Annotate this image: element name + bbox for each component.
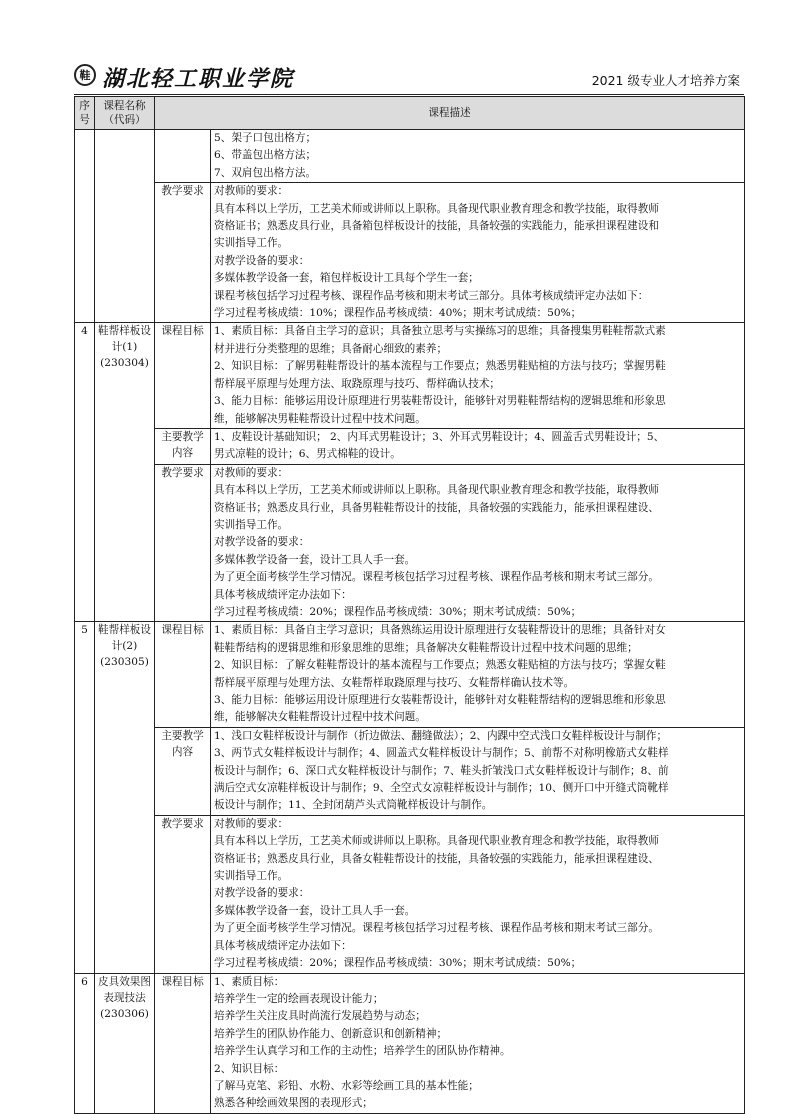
text-line: 对教学设备的要求： <box>214 536 310 549</box>
main-content-label: 主要教学内容 <box>155 428 211 464</box>
course5-content-text <box>211 727 745 815</box>
course3-content-text <box>211 130 745 183</box>
table-row <box>75 428 745 464</box>
text-line: 培养学生的团队协作能力、创新意识和创新精神； <box>214 1027 448 1040</box>
text-line: 对教师的要求： <box>214 817 289 830</box>
text-line: 多媒体教学设备一套，箱包样板设计工具每个学生一套； <box>214 272 479 285</box>
label-cell <box>155 130 211 183</box>
text-line: 具体考核成绩评定办法如下： <box>214 588 352 601</box>
teaching-requirement-label: 教学要求 <box>155 815 211 973</box>
table-row <box>75 130 745 183</box>
course-name-cell <box>95 323 155 622</box>
table-row <box>75 323 745 428</box>
text-line: 1、素质目标：具备自主学习的意识；具备独立思考与实操练习的思维；具备搜集男鞋鞋帮款式素 <box>214 325 666 338</box>
text-line: 帮样展平原理与处理方法、取跷原理与技巧、帮样确认技术； <box>214 377 501 390</box>
course-goal-label: 课程目标 <box>155 323 211 428</box>
college-logo-icon: 鞋 <box>74 64 96 86</box>
text-line: 1、素质目标：具备自主学习意识；具备熟练运用设计原理进行女装鞋帮设计的思维；具备针对女 <box>214 624 666 637</box>
text-line: 对教师的要求： <box>214 466 289 479</box>
table-row <box>75 973 745 1113</box>
table-row <box>75 464 745 622</box>
seq-cell <box>75 130 95 323</box>
text-line: 熟悉各种绘画效果图的表现形式； <box>214 1097 373 1110</box>
text-line: 培养学生一定的绘画表现设计能力； <box>214 992 384 1005</box>
text-line: 7、双肩包出格方法。 <box>214 166 317 179</box>
text-line: 1、皮鞋设计基础知识； 2、内耳式男鞋设计；3、外耳式男鞋设计；4、圆盖舌式男鞋设计；5、 <box>214 430 665 443</box>
course-code: (230304) <box>100 357 149 370</box>
main-content-label: 主要教学内容 <box>155 727 211 815</box>
text-line: 帮样展平原理与处理方法、女鞋帮样取跷原理与技巧、女鞋帮样确认技术等。 <box>214 676 575 689</box>
text-line: 多媒体教学设备一套，设计工具人手一套。 <box>214 553 416 566</box>
course3-requirement-text <box>211 183 745 323</box>
college-name-logo: 湖北轻工职业学院 <box>102 66 295 92</box>
text-line: 对教学设备的要求： <box>214 254 310 267</box>
text-line: 为了更全面考核学生学习情况。课程考核包括学习过程考核、课程作品考核和期末考试三部分。 <box>214 571 659 584</box>
seq-cell: 5 <box>75 622 95 973</box>
course-name: 鞋帮样板设计(2) <box>98 624 151 653</box>
course5-goal-text <box>211 622 745 727</box>
text-line: 资格证书；熟悉皮具行业，具备箱包样板设计的技能，具备较强的实践能力，能承担课程建设和 <box>214 220 659 233</box>
text-line: 学习过程考核成绩：20%；课程作品考核成绩：30%；期末考试成绩：50%； <box>214 957 582 970</box>
course-name: 皮具效果图表现技法 <box>98 975 151 1004</box>
text-line: 维，能够解决女鞋鞋帮设计过程中技术问题。 <box>214 711 426 724</box>
text-line: 2、知识目标： <box>214 1062 285 1075</box>
course6-goal-text <box>211 973 745 1113</box>
header-seq: 序号 <box>75 97 95 130</box>
page-header <box>74 60 744 95</box>
table-row <box>75 727 745 815</box>
text-line: 实训指导工作。 <box>214 870 289 883</box>
course5-requirement-text <box>211 815 745 973</box>
table-row <box>75 815 745 973</box>
teaching-requirement-label: 教学要求 <box>155 464 211 622</box>
text-line: 板设计与制作；11、全封闭葫芦头式筒靴样板设计与制作。 <box>214 799 493 812</box>
text-line: 材并进行分类整理的思维；具备耐心细致的素养； <box>214 342 448 355</box>
text-line: 维，能够解决男鞋鞋帮设计过程中技术问题。 <box>214 412 426 425</box>
text-line: 2、知识目标：了解女鞋鞋帮设计的基本流程与工作要点；熟悉女鞋贴楦的方法与技巧；掌握女鞋 <box>214 659 666 672</box>
text-line: 2、知识目标：了解男鞋鞋帮设计的基本流程与工作要点；熟悉男鞋贴楦的方法与技巧；掌握男鞋 <box>214 360 666 373</box>
text-line: 具有本科以上学历，工艺美术师或讲师以上职称。具备现代职业教育理念和教学技能，取得教师 <box>214 835 659 848</box>
course4-content-text <box>211 428 745 464</box>
text-line: 满后空式女凉鞋样板设计与制作；9、全空式女凉鞋样板设计与制作；10、侧开口中开缝式筒靴样 <box>214 782 669 795</box>
header-description: 课程描述 <box>155 97 745 130</box>
text-line: 为了更全面考核学生学习情况。课程考核包括学习过程考核、课程作品考核和期末考试三部分。 <box>214 922 659 935</box>
table-row <box>75 622 745 727</box>
text-line: 培养学生关注皮具时尚流行发展趋势与动态； <box>214 1010 426 1023</box>
course-code: (230305) <box>100 656 149 669</box>
text-line: 鞋鞋帮结构的逻辑思维和形象思维的思维；具备解决女鞋鞋帮设计过程中技术问题的思维； <box>214 641 638 654</box>
text-line: 资格证书；熟悉皮具行业，具备男鞋鞋帮设计的技能，具备较强的实践能力，能承担课程建设、 <box>214 501 659 514</box>
text-line: 男式凉鞋的设计；6、男式棉鞋的设计。 <box>214 448 401 461</box>
text-line: 课程考核包括学习过程考核、课程作品考核和期末考试三部分。具体考核成绩评定办法如下： <box>214 289 649 302</box>
course-table <box>74 96 745 1114</box>
text-line: 3、两节式女鞋样板设计与制作；4、圆盖式女鞋样板设计与制作；5、前帮不对称明橡筋式女鞋样 <box>214 747 669 760</box>
text-line: 资格证书；熟悉皮具行业，具备女鞋鞋帮设计的技能，具备较强的实践能力，能承担课程建设、 <box>214 852 659 865</box>
header-course-name: 课程名称（代码） <box>95 97 155 130</box>
course-name-cell <box>95 622 155 973</box>
text-line: 学习过程考核成绩：20%；课程作品考核成绩：30%；期末考试成绩：50%； <box>214 605 582 618</box>
seq-cell: 4 <box>75 323 95 622</box>
text-line: 多媒体教学设备一套，设计工具人手一套。 <box>214 904 416 917</box>
text-line: 3、能力目标：能够运用设计原理进行女装鞋帮设计，能够针对女鞋鞋帮结构的逻辑思维和形象思 <box>214 694 666 706</box>
course-name-cell <box>95 973 155 1113</box>
text-line: 实训指导工作。 <box>214 237 289 250</box>
course4-goal-text <box>211 323 745 428</box>
text-line: 学习过程考核成绩：10%；课程作品考核成绩：40%；期末考试成绩：50%； <box>214 307 582 320</box>
table-row <box>75 183 745 323</box>
text-line: 具有本科以上学历，工艺美术师或讲师以上职称。具备现代职业教育理念和教学技能，取得教师 <box>214 202 659 215</box>
text-line: 1、素质目标： <box>214 975 285 988</box>
text-line: 具有本科以上学历，工艺美术师或讲师以上职称。具备现代职业教育理念和教学技能，取得教师 <box>214 484 659 497</box>
text-line: 培养学生认真学习和工作的主动性；培养学生的团队协作精神。 <box>214 1045 511 1058</box>
text-line: 具体考核成绩评定办法如下： <box>214 939 352 952</box>
teaching-requirement-label: 教学要求 <box>155 183 211 323</box>
course-code: (230306) <box>100 1007 149 1020</box>
text-line: 1、浅口女鞋样板设计与制作（折边做法、翻缝做法）；2、内踝中空式浅口女鞋样板设计与制作； <box>214 729 668 742</box>
text-line: 了解马克笔、彩铅、水粉、水彩等绘画工具的基本性能； <box>214 1079 479 1092</box>
text-line: 3、能力目标：能够运用设计原理进行男装鞋帮设计，能够针对男鞋鞋帮结构的逻辑思维和形象思 <box>214 395 666 408</box>
course-name-cell <box>95 130 155 323</box>
course-goal-label: 课程目标 <box>155 622 211 727</box>
seq-cell: 6 <box>75 973 95 1113</box>
course-goal-label: 课程目标 <box>155 973 211 1113</box>
course4-requirement-text <box>211 464 745 622</box>
text-line: 对教学设备的要求： <box>214 887 310 900</box>
text-line: 对教师的要求： <box>214 185 289 198</box>
course-name: 鞋帮样板设计(1) <box>98 325 151 354</box>
text-line: 实训指导工作。 <box>214 518 289 531</box>
document-title: 2021 级专业人才培养方案 <box>591 73 740 88</box>
text-line: 5、架子口包出格方； <box>214 132 317 144</box>
text-line: 6、带盖包出格方法； <box>214 149 317 162</box>
text-line: 板设计与制作；6、深口式女鞋样板设计与制作；7、鞋头折皱浅口式女鞋样板设计与制作；8、前 <box>214 764 669 777</box>
